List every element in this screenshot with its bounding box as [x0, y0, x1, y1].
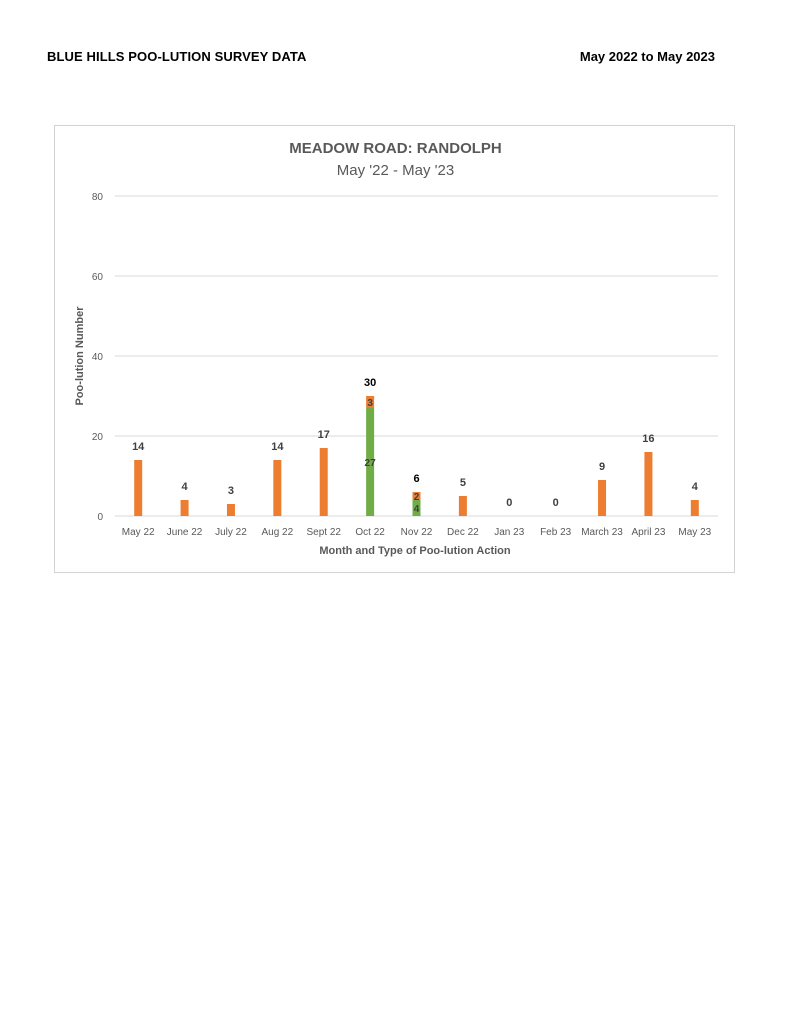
- total-label: 16: [642, 433, 655, 445]
- y-tick-label: 60: [91, 272, 103, 283]
- segment-label: 4: [413, 504, 420, 515]
- x-tick-label: July 22: [215, 527, 247, 538]
- x-tick-label: Dec 22: [447, 527, 479, 538]
- x-axis-ticks: [122, 527, 712, 538]
- y-axis-label: Poo-lution Number: [74, 306, 86, 406]
- segment-label: 2: [413, 492, 420, 503]
- x-tick-label: Feb 23: [540, 527, 572, 538]
- segment-label: 27: [364, 458, 376, 469]
- total-label: 0: [552, 497, 559, 509]
- x-tick-label: March 23: [581, 527, 623, 538]
- gridlines: [115, 196, 718, 516]
- bar-segment: [273, 460, 281, 516]
- segment-label: 3: [367, 398, 373, 409]
- page-title: BLUE HILLS POO-LUTION SURVEY DATA: [47, 49, 307, 64]
- total-label: 6: [413, 473, 420, 485]
- bar-segment: [691, 500, 699, 516]
- total-label: 17: [317, 429, 330, 441]
- chart-subtitle: May '22 - May '23: [336, 162, 455, 179]
- x-tick-label: Sept 22: [306, 527, 341, 538]
- y-tick-label: 80: [91, 192, 103, 203]
- chart-frame: [54, 125, 735, 573]
- bar-segment: [320, 448, 328, 516]
- total-label: 30: [363, 377, 377, 389]
- y-tick-label: 40: [91, 352, 103, 363]
- chart-title: MEADOW ROAD: RANDOLPH: [289, 140, 502, 157]
- bar-segment: [181, 500, 189, 516]
- y-tick-label: 20: [91, 432, 103, 443]
- bar-segment: [227, 504, 235, 516]
- total-label: 3: [227, 485, 235, 497]
- x-tick-label: Aug 22: [261, 527, 294, 538]
- bar-segment: [644, 452, 652, 516]
- total-label: 4: [181, 481, 188, 493]
- data-labels: [132, 377, 699, 515]
- x-tick-label: April 23: [631, 527, 666, 538]
- bar-segment: [598, 480, 606, 516]
- total-label: 5: [459, 477, 466, 489]
- x-axis-label: Month and Type of Poo-lution Action: [319, 545, 511, 557]
- y-tick-label: 0: [97, 512, 103, 523]
- x-tick-label: May 23: [678, 527, 712, 538]
- bar-chart: [55, 126, 736, 574]
- total-label: 4: [691, 481, 698, 493]
- total-label: 14: [271, 441, 284, 453]
- bar-segment: [459, 496, 467, 516]
- total-label: 9: [598, 461, 606, 473]
- date-range: May 2022 to May 2023: [579, 49, 715, 64]
- y-axis-ticks: [92, 192, 104, 523]
- x-tick-label: Oct 22: [355, 527, 385, 538]
- bar-segment: [134, 460, 142, 516]
- x-tick-label: Nov 22: [400, 527, 433, 538]
- x-tick-label: June 22: [166, 527, 203, 538]
- x-tick-label: May 22: [121, 527, 155, 538]
- total-label: 0: [506, 497, 513, 509]
- total-label: 14: [132, 441, 145, 453]
- x-tick-label: Jan 23: [494, 527, 525, 538]
